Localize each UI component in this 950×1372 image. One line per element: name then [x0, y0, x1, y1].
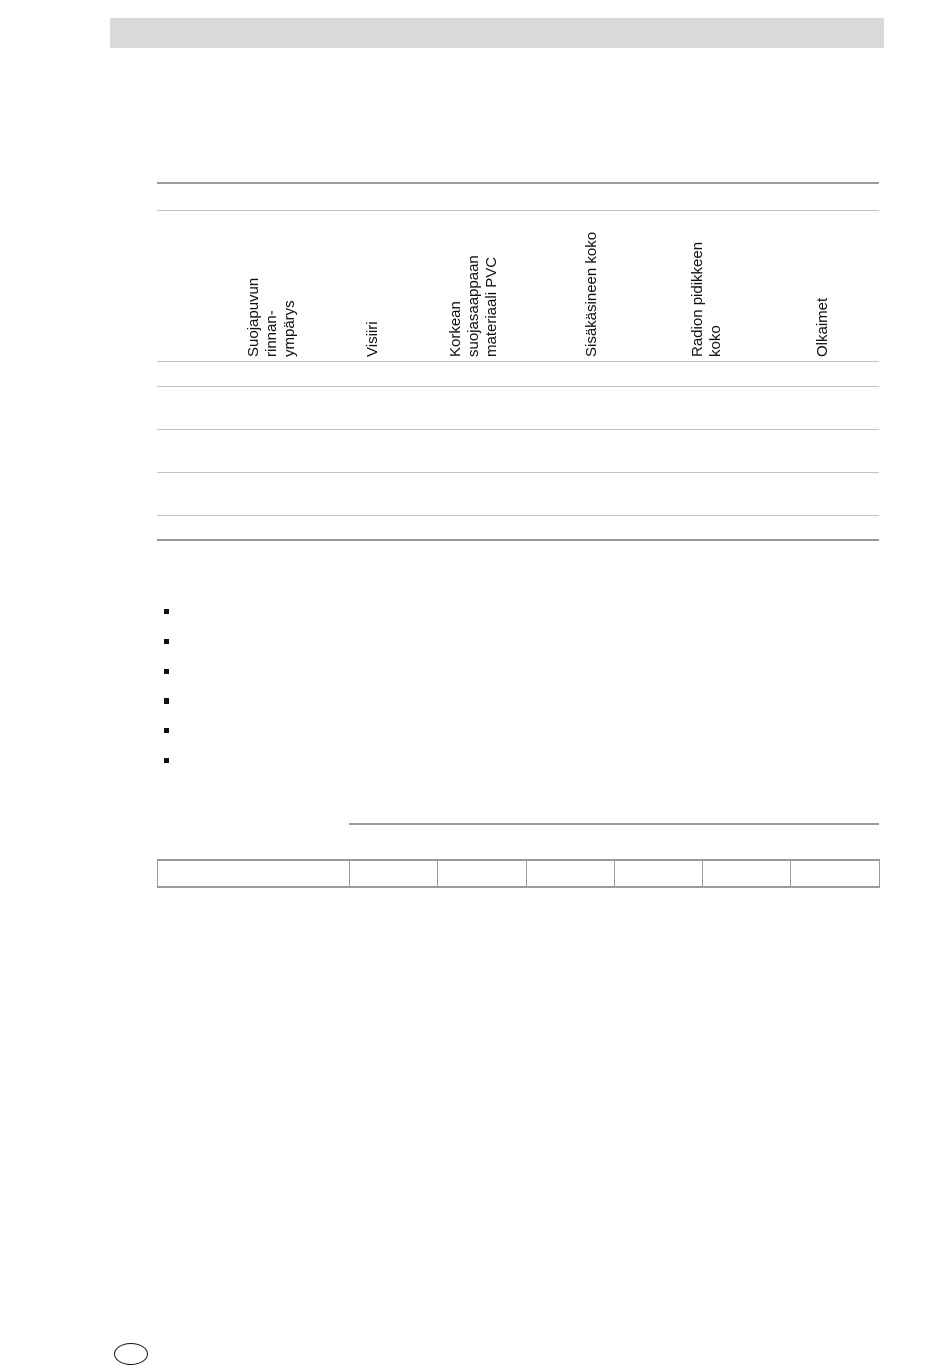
bullet-marker	[164, 639, 169, 644]
bullet-marker	[164, 609, 169, 614]
bullet-marker	[164, 758, 169, 763]
table-cell	[614, 861, 702, 886]
table-top-rule	[157, 182, 879, 184]
table-rule	[157, 210, 879, 211]
bottom-table	[157, 859, 880, 888]
table-row-rule	[157, 429, 879, 430]
column-header-shoulder-straps: Olkaimet	[814, 297, 831, 357]
table-row-rule	[157, 472, 879, 473]
language-oval	[114, 1343, 148, 1365]
bullet-marker	[164, 669, 169, 674]
column-header-radio-holder-size: Radion pidikkeen koko	[689, 241, 724, 357]
table-cell	[437, 861, 526, 886]
column-header-chest-size: Suojapuvun rinnan- ympärys	[245, 277, 298, 357]
table-cell	[790, 861, 880, 886]
column-header-glove-size: Sisäkäsineen koko	[583, 231, 600, 357]
table-row-rule	[157, 515, 879, 516]
bullet-marker	[164, 698, 169, 704]
section-divider	[349, 823, 879, 825]
page-header-bar	[110, 18, 884, 48]
column-header-visor: Visiiri	[364, 321, 381, 357]
table-bottom-rule	[157, 539, 879, 541]
table-cell	[526, 861, 614, 886]
column-header-boot-material: Korkean suojasaappaan materiaali PVC	[447, 255, 500, 357]
table-row-rule	[157, 386, 879, 387]
table-cell	[157, 861, 349, 886]
table-cell	[702, 861, 790, 886]
bullet-marker	[164, 728, 169, 733]
table-row-rule	[157, 361, 879, 362]
table-cell	[349, 861, 437, 886]
